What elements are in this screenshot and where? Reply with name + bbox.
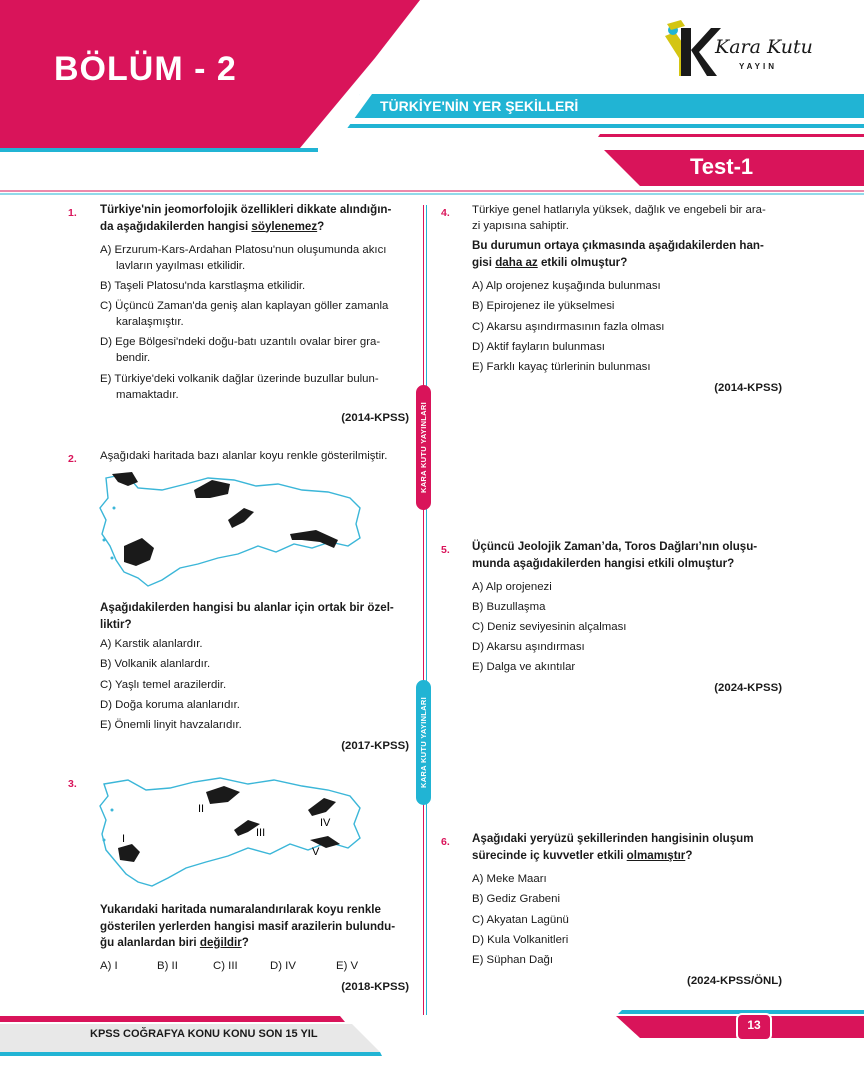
question-intro: Türkiye genel hatlarıyla yüksek, dağlık ve engebeli bir ara- zi yapısına sahiptir. — [472, 204, 766, 232]
option-a[interactable]: A) Erzurum-Kars-Ardahan Platosu'nun oluşumunda akıcı lavların yayılması etkilidir. — [100, 244, 387, 272]
question-intro: Aşağıdaki haritada bazı alanlar koyu renkle gösterilmiştir. — [100, 450, 388, 462]
question-stem: Yukarıdaki haritada numaralandırılarak koyu renkle gösterilen yerlerden hangisi masif arazilerin bulundu- ğu alanlardan biri değildir? — [100, 903, 396, 949]
side-tab-1: KARA KUTU YAYINLARI — [416, 385, 431, 510]
question-number: 3. — [68, 778, 77, 790]
option-e[interactable]: E) Dalga ve akıntılar — [472, 661, 576, 673]
map-label-iii: III — [256, 827, 266, 839]
question-stem: Bu durumun ortaya çıkmasında aşağıdakilerden han- gisi daha az etkili olmuştur? — [472, 239, 764, 269]
option-d[interactable]: D) Kula Volkanitleri — [472, 934, 569, 946]
footer-title: KPSS COĞRAFYA KONU KONU SON 15 YIL — [90, 1028, 318, 1040]
option-a[interactable]: A) Meke Maarı — [472, 873, 547, 885]
option-e[interactable]: E) Süphan Dağı — [472, 954, 554, 966]
map-label-i: I — [122, 833, 126, 845]
option-a[interactable]: A) Karstik alanlardır. — [100, 638, 203, 650]
brand-logo — [655, 18, 815, 78]
question-number: 1. — [68, 207, 77, 219]
brand-name: Kara Kutu — [715, 36, 813, 58]
question-number: 6. — [441, 836, 450, 848]
question-source: (2014-KPSS) — [714, 382, 782, 394]
question-stem: Aşağıdakilerden hangisi bu alanlar için ortak bir özel- liktir? — [100, 601, 394, 631]
footer-band — [0, 1008, 864, 1079]
question-number: 5. — [441, 544, 450, 556]
map-label-ii: II — [198, 803, 205, 815]
option-c[interactable]: C) Deniz seviyesinin alçalması — [472, 621, 627, 633]
section-title: BÖLÜM - 2 — [54, 50, 237, 88]
option-e[interactable]: E) Önemli linyit havzalarıdır. — [100, 719, 242, 731]
option-d[interactable]: D) Doğa koruma alanlarıdır. — [100, 699, 240, 711]
option-c[interactable]: C) Üçüncü Zaman'da geniş alan kaplayan göller zamanla karalaşmıştır. — [100, 300, 389, 328]
option-e[interactable]: E) Türkiye'deki volkanik dağlar üzerinde buzullar bulun- mamaktadır. — [100, 373, 379, 401]
question-stem: Türkiye'nin jeomorfolojik özellikleri dikkate alındığın- da aşağıdakilerden hangisi söylenemez? — [100, 203, 392, 233]
option-d[interactable]: D) IV — [270, 960, 296, 972]
option-c[interactable]: C) Akarsu aşındırmasının fazla olması — [472, 321, 665, 333]
turkey-map-1 — [98, 468, 366, 593]
turkey-map-2 — [98, 770, 366, 892]
page-number: 13 — [747, 1018, 761, 1032]
option-b[interactable]: B) Volkanik alanlardır. — [100, 658, 211, 670]
column-divider — [423, 205, 424, 1015]
option-d[interactable]: D) Aktif fayların bulunması — [472, 341, 605, 353]
question-source: (2018-KPSS) — [341, 981, 409, 993]
question-source: (2024-KPSS/ÖNL) — [687, 975, 782, 987]
side-tab-2: KARA KUTU YAYINLARI — [416, 680, 431, 805]
brand-sub: YAYIN — [739, 62, 777, 71]
option-c[interactable]: C) III — [213, 960, 238, 972]
question-number: 2. — [68, 453, 77, 465]
map-label-iv: IV — [320, 817, 331, 829]
question-stem: Üçüncü Jeolojik Zaman’da, Toros Dağları’nın oluşu- munda aşağıdakilerden hangisi etkili olmuştur? — [472, 540, 758, 570]
question-source: (2014-KPSS) — [341, 412, 409, 424]
option-c[interactable]: C) Akyatan Lagünü — [472, 914, 569, 926]
question-stem: Aşağıdaki yeryüzü şekillerinden hangisinin oluşum sürecinde iç kuvvetler etkili olmamıştır? — [472, 832, 754, 862]
option-e[interactable]: E) Farklı kayaç türlerinin bulunması — [472, 361, 651, 373]
option-a[interactable]: A) I — [100, 960, 118, 972]
test-label: Test-1 — [690, 154, 754, 179]
question-number: 4. — [441, 207, 450, 219]
map-label-v: V — [312, 846, 320, 858]
option-d[interactable]: D) Ege Bölgesi'ndeki doğu-batı uzantılı ovalar birer gra- bendir. — [100, 336, 381, 364]
option-b[interactable]: B) Taşeli Platosu'nda karstlaşma etkilidir. — [100, 280, 306, 292]
option-d[interactable]: D) Akarsu aşındırması — [472, 641, 585, 653]
option-b[interactable]: B) Buzullaşma — [472, 601, 546, 613]
question-source: (2017-KPSS) — [341, 740, 409, 752]
option-b[interactable]: B) II — [157, 960, 178, 972]
option-c[interactable]: C) Yaşlı temel arazilerdir. — [100, 679, 227, 691]
option-a[interactable]: A) Alp orojenezi — [472, 581, 552, 593]
option-a[interactable]: A) Alp orojenez kuşağında bulunması — [472, 280, 661, 292]
topic-title: TÜRKİYE'NİN YER ŞEKİLLERİ — [380, 98, 579, 114]
option-e[interactable]: E) V — [336, 960, 359, 972]
question-source: (2024-KPSS) — [714, 682, 782, 694]
option-b[interactable]: B) Gediz Grabeni — [472, 893, 560, 905]
option-b[interactable]: B) Epirojenez ile yükselmesi — [472, 300, 615, 312]
